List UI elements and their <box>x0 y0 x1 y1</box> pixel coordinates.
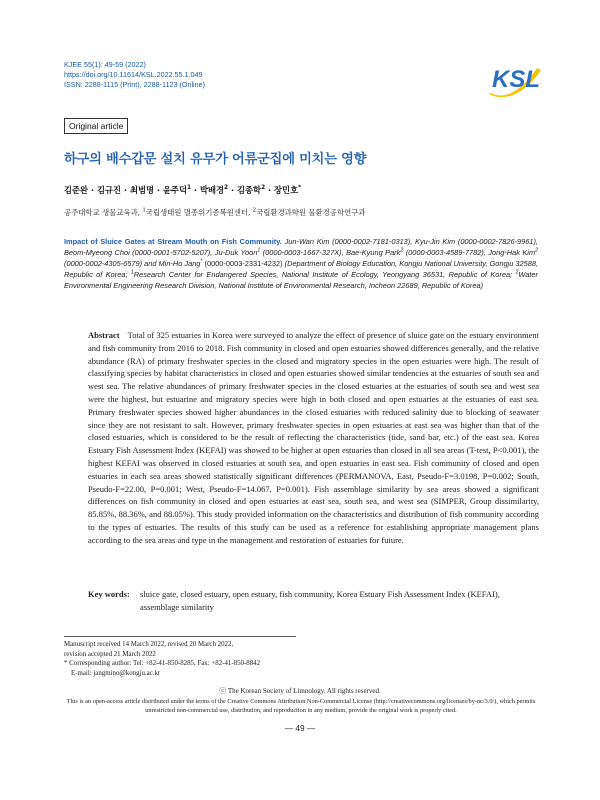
doi-link[interactable]: https://doi.org/10.11614/KSL.2022.55.1.049 <box>64 70 203 80</box>
abstract-label: Abstract <box>88 330 120 340</box>
korean-authors: 김준완 · 김규진 · 최범명 · 윤주덕$^1$ · 박배경$^2$ · 김종학$^2$ · 장민호* <box>64 185 302 195</box>
english-authors: Jun-Wan Kim (0000-0002-7181-0313), Kyu-Jin Kim (0000-0002-7826-9961), Beom-Myeong Choi (0000-0001-5702-5207), Ju-Duk Yoon <box>64 237 538 257</box>
article-type-badge: Original article <box>64 118 128 134</box>
author-name: 김규진 <box>96 185 122 195</box>
author-name: 최범명 <box>129 185 155 195</box>
keywords-label: Key words: <box>88 589 130 599</box>
keywords-text: sluice gate, closed estuary, open estuary, fish community, Korea Estuary Fish Assessment Index (KEFAI), assemblage similarity <box>140 589 500 612</box>
page-number: — 49 — <box>284 723 316 733</box>
license-notice: This is an open-access article distributed under the terms of the Creative Commons Attribution Non-Commercial License (http://creativecommons.org/licenses/by-nc/3.0/), which permits unrestricted non-commercial use, distribution, and reproduction in any medium, provide the original work is properly cited. <box>66 698 536 714</box>
author-name: 장민호 <box>274 185 299 195</box>
abstract-text: Total of 325 estuaries in Korea were surveyed to analyze the effect of presence of sluice gate on the estuary environment and fish community from 2016 to 2018. Fish community in closed and open estuaries showed differences generally, and the relative abundance (RA) of primary freshwater species in the closed and migratory species in the open estuaries were high. The result of classifying species by habitat characteristics in closed and open estuaries showed similar tendencies at the estuaries of south sea and west sea. The relative abundances of primary freshwater species in the closed estuaries at the estuaries of south sea and west sea were the highest, but estuarine and migratory species were high in both closed and open estuaries at the estuaries of east sea. Primary freshwater species showed higher abundances in the closed estuaries with reduced salinity due to blocking of seawater since they are not resistant to salt. However, primary freshwater species in open estuaries at east sea was higher than that of the closed estuaries, which is considered to be the result of reflecting the characteristics (tide, sand bar, etc.) of the east sea. Korea Estuary Fish Assessment Index (KEFAI) was showed to be higher at open estuaries than closed in all sea areas (T-test, P<0.001), the highest KEFAI was observed in closed estuaries at south sea, and open estuaries in east sea. Fish community of closed and open estuaries in each sea areas showed statistically significant differences (PERMANOVA, East, Pseudo-F=3.0198, P=0.002; South, Pseudo-F=22.00, P=0.001; West, Pseudo-F=14.067, P=0.001). Fish assemblage similarity by sea areas showed a significant differences on fish community in closed and open estuaries at east sea, south sea, and west sea (SIMPER, Group dissimilarity, 85.85%, 88.36%, and 88.05%). This study provided information on the characteristics and distribution of fish community according to the types of estuaries. The results of this study can be used as a reference for establishing appropriate management plans according to the sea areas and type in the management and restoration of estuaries for future. <box>88 330 539 545</box>
korean-affiliations: 공주대학교 생물교육과, $^1$국립생태원 멸종위기종복원센터, $^2$국립환경과학원 물환경공학연구과 <box>64 207 366 217</box>
journal-header <box>64 60 205 91</box>
issn-line: ISSN: 2288-1115 (Print), 2288-1123 (Online) <box>64 80 206 90</box>
abstract <box>88 329 539 547</box>
author-name: 박배경 <box>199 185 225 195</box>
corresponding-email[interactable]: E-mail: jangmino@kongju.ac.kr <box>71 669 161 677</box>
manuscript-footnote: Manuscript received 14 March 2022, revised 20 March 2022, revision accepted 21 March 2022 * Corresponding author: Tel: +82-41-850-8285, Fax: +82-41-850-8842 E-mail: jangmino@kongju.ac.kr <box>64 641 261 677</box>
copyright-notice: ⓒ The Korean Society of Limnology. All rights reserved. <box>219 687 381 695</box>
korean-title: 하구의 배수갑문 설치 유무가 어류군집에 미치는 영향 <box>64 152 367 167</box>
footnote-divider <box>64 636 296 637</box>
ksl-logo <box>487 60 545 100</box>
english-header-block: Impact of Sluice Gates at Stream Mouth on Fish Community. Jun-Wan Kim (0000-0002-7181-0313), Kyu-Jin Kim (0000-0002-7826-9961), Beom-Myeong Choi (0000-0001-5702-5207), Ju-Duk Yoon$^1$ (0000-0003-1667-327X), Bae-Kyung Park$^2$ (0000-0003-4589-7782), Jong-Hak Kim$^2$ (0000-0002-4305-6579) and Min-Ho Jang* (0000-0003-2331-4232) (Department of Biology Education, Kongju National University, Gongju 32588, Republic of Korea; $^1$Research Center for Endangered Species, National Institute of Ecology, Yeongyang 36531, Republic of Korea; $^2$Water Environmental Engineering Research Division, National Institute of Environmental Research, Incheon 22689, Republic of Korea) <box>64 237 539 290</box>
journal-citation: KJEE 55(1): 49-59 (2022) <box>64 60 146 69</box>
english-title: Impact of Sluice Gates at Stream Mouth on Fish Community. <box>64 237 282 246</box>
author-name: 김종학 <box>237 185 262 195</box>
english-affiliations: (Department of Biology Education, Kongju National University, Gongju 32588, Republic of Korea; $^1$Research Center for Endangered Species, National Institute of Ecology, Yeongyang 36531, Republic of Korea; $^2$Water Environmental Engineering Research Division, National Institute of Environmental Research, Incheon 22689, Republic of Korea) <box>64 258 539 290</box>
logo-text: KSL <box>492 66 540 93</box>
author-name: 김준완 <box>64 185 89 195</box>
keywords <box>88 588 539 614</box>
author-name: 윤주덕 <box>162 185 187 195</box>
